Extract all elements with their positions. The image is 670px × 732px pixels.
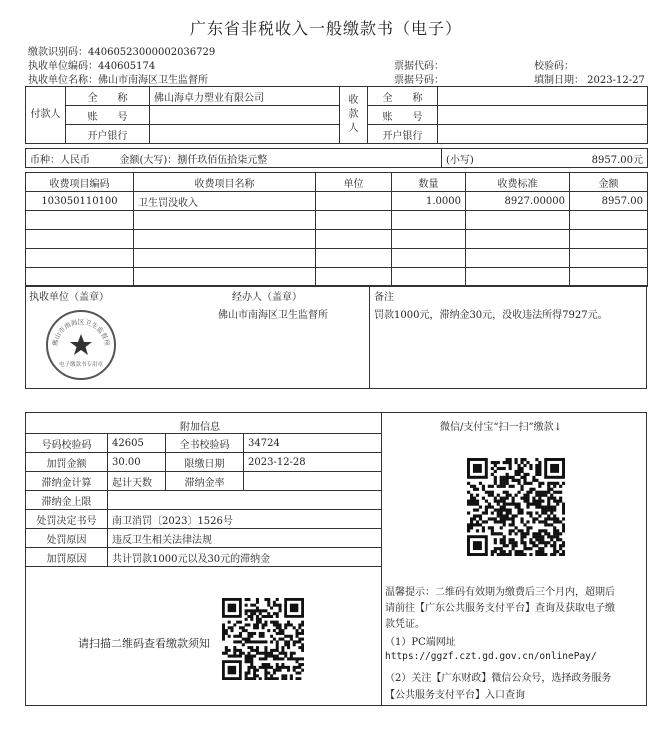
amount-table <box>25 148 648 168</box>
extra-label: 滞纳金上限 <box>26 491 108 510</box>
item-amount: 8957.00 <box>570 192 648 211</box>
unit-seal-label: 执收单位（盖章） <box>29 292 109 303</box>
payee-name-label: 全 称 <box>368 87 438 106</box>
seal-inner-text: 电子缴款书专用章 <box>58 362 104 368</box>
extra-value: 2023-12-28 <box>244 453 382 472</box>
payee-bank-label: 开户银行 <box>368 125 438 144</box>
payee-account-label: 账 号 <box>368 106 438 125</box>
unit-code: 执收单位编码：440605174 <box>28 61 156 72</box>
items-table <box>25 172 648 287</box>
col-header: 收费项目名称 <box>134 173 316 192</box>
seal-outer-text: 佛山市南海区卫生监督所 <box>50 318 112 347</box>
table-row <box>26 211 648 230</box>
payee-bank <box>438 125 648 144</box>
extra-label: 全书校验码 <box>166 434 244 453</box>
amount-lower-label: (小写) <box>442 149 486 168</box>
extra-value: 违反卫生相关法律法规 <box>108 529 382 548</box>
extra-value: 42605 <box>108 434 166 453</box>
pay-code: 缴款识别码：4406052300000203672​9 <box>28 47 216 58</box>
handler-label: 经办人（盖章） <box>232 292 302 303</box>
payer-name: 佛山海卓力塑业有限公司 <box>150 87 340 106</box>
pc-url-link[interactable]: https://ggzf.czt.gd.gov.cn/onlinePay/ <box>385 651 597 662</box>
extra-label: 加罚金额 <box>26 453 108 472</box>
amount-lower-value: 8957.00元 <box>486 149 648 168</box>
extra-value: 起计天数 <box>108 472 166 491</box>
bill-no: 票据号码： <box>394 75 444 86</box>
table-row <box>26 268 648 287</box>
divider <box>369 285 370 389</box>
extra-table <box>25 433 382 567</box>
page-title: 广东省非税收入一般缴款书（电子） <box>190 19 463 38</box>
extra-label: 限缴日期 <box>166 453 244 472</box>
extra-value <box>108 491 382 510</box>
scan-note: 请扫描二维码查看缴款须知 <box>78 637 210 650</box>
remark-label: 备注 <box>374 292 394 303</box>
item-unit <box>316 192 392 211</box>
extra-label: 滞纳金计算 <box>26 472 108 491</box>
payer-name-label: 全 称 <box>66 87 150 106</box>
bill-code: 票据代码： <box>394 61 444 72</box>
currency: 币种：人民币 <box>26 149 116 168</box>
extra-label: 号码校验码 <box>26 434 108 453</box>
official-seal <box>44 308 118 382</box>
signature-section <box>25 285 647 389</box>
qr-code-notice[interactable] <box>222 598 304 680</box>
tip-line: 温馨提示：二维码有效期为缴费后三个月内，超期后 <box>385 587 615 598</box>
tip-line: （2）关注【广东财政】微信公众号，选择政务服务 <box>385 673 612 684</box>
extra-value <box>244 472 382 491</box>
payee-name <box>438 87 648 106</box>
qr-code-payment[interactable] <box>467 458 565 556</box>
col-header: 收费标准 <box>466 173 570 192</box>
payer-account <box>150 106 340 125</box>
table-row <box>26 249 648 268</box>
table-row <box>26 230 648 249</box>
payer-account-label: 账 号 <box>66 106 150 125</box>
tip-line: 请前往【广东公共服务支付平台】查询及获取电子缴 <box>385 603 615 614</box>
item-name: 卫生罚没收入 <box>134 192 316 211</box>
handler-value: 佛山市南海区卫生监督所 <box>218 310 328 321</box>
col-header: 单位 <box>316 173 392 192</box>
extra-value: 共计罚款1000元以及30元的滞纳金 <box>108 548 382 567</box>
extra-value: 30.00 <box>108 453 166 472</box>
payee-account <box>438 106 648 125</box>
amount-upper: 金额(大写)：捌仟玖佰伍拾柒元整 <box>116 149 442 168</box>
table-row <box>26 192 648 211</box>
col-header: 金额 <box>570 173 648 192</box>
check-code: 校验码： <box>534 61 574 72</box>
col-header: 收费项目编码 <box>26 173 134 192</box>
tip-line: 【公共服务支付平台】入口查询 <box>385 690 525 701</box>
payee-side-label: 收款人 <box>340 87 368 144</box>
extra-value: 34724 <box>244 434 382 453</box>
pay-panel-title: 微信/支付宝“扫一扫”缴款↓ <box>440 422 562 433</box>
col-header: 数量 <box>392 173 466 192</box>
payer-side-label: 付款人 <box>26 87 66 144</box>
payer-bank <box>150 125 340 144</box>
extra-label: 加罚原因 <box>26 548 108 567</box>
remark-value: 罚款1000元，滞纳金30元，没收违法所得7927元。 <box>374 310 608 321</box>
extra-label: 处罚决定书号 <box>26 510 108 529</box>
tip-line: （1）PC端网址 <box>385 637 456 648</box>
payer-payee-table <box>25 86 648 144</box>
extra-value: 南卫消罚〔2023〕1526号 <box>108 510 382 529</box>
tip-line: 款凭证。 <box>385 619 425 630</box>
unit-name: 执收单位名称：佛山市南海区卫生监督所 <box>28 75 208 86</box>
extra-title: 附加信息 <box>180 422 220 433</box>
extra-label: 滞纳金率 <box>166 472 244 491</box>
extra-label: 处罚原因 <box>26 529 108 548</box>
fill-date: 填制日期： 2023-12-27 <box>534 75 645 86</box>
item-standard: 8927.00000 <box>466 192 570 211</box>
item-qty: 1.0000 <box>392 192 466 211</box>
item-code: 103050110100 <box>26 192 134 211</box>
payer-bank-label: 开户银行 <box>66 125 150 144</box>
